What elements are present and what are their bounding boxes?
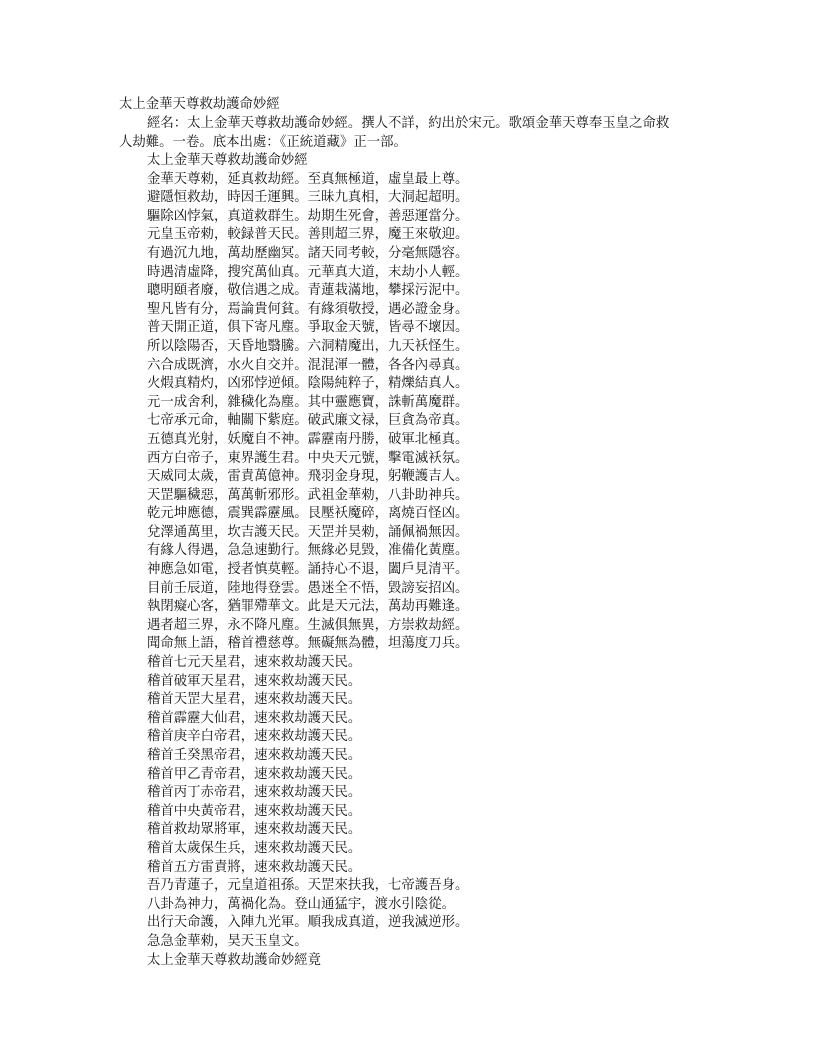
verse-line: 普天開正道，俱下寄凡塵。爭取金天號，皆尋不壞因。 bbox=[147, 320, 469, 336]
document-title: 太上金華天尊救劫護命妙經 bbox=[119, 97, 280, 112]
verse-line: 目前壬辰道，陸地得登雲。愚迷全不悟，毀謗妄招凶。 bbox=[147, 580, 469, 596]
verse-line: 神應急如電，授者慎莫輕。誦持心不退，闔戶見清平。 bbox=[147, 562, 469, 578]
verse-line: 避隱恒救劫，時因壬運興。三昧九真相，大洞起超明。 bbox=[147, 190, 469, 206]
verse-line: 急急金華勑，昊天玉皇文。 bbox=[147, 933, 308, 949]
intro-paragraph bbox=[119, 115, 719, 152]
scripture-closing: 太上金華天尊救劫護命妙經竟 bbox=[147, 952, 322, 968]
verse-line: 火煆真精灼，凶邪悖逆傾。陰陽純粹子，精爍結真人。 bbox=[147, 376, 469, 392]
verse-line: 乾元坤應德，震巽霹靂風。艮壓袄魔碎，离燒百怪凶。 bbox=[147, 506, 469, 522]
verse-line: 稽首太歲保生兵，速來救劫護天民。 bbox=[147, 840, 362, 856]
intro-line: 人劫難。一卷。底本出處：《正統道藏》正一部。 bbox=[119, 134, 407, 150]
verse-line: 五德真光射，妖魔自不神。霹靂南丹勝，破軍北極真。 bbox=[147, 431, 469, 447]
verse-line: 稽首救劫眾將軍，速來救劫護天民。 bbox=[147, 822, 362, 838]
verse-line: 稽首中央黃帝君，速來救劫護天民。 bbox=[147, 803, 362, 819]
scripture-body bbox=[147, 152, 707, 970]
verse-line: 七帝承元命，軸關下紫庭。破武廉文禄，巨貪為帝真。 bbox=[147, 413, 469, 429]
verse-line: 遇者超三界，永不降凡塵。生滅俱無異，方崇救劫經。 bbox=[147, 617, 469, 633]
verse-line: 元一成舍利，雜穢化為塵。其中靈應寶，誅斬萬魔群。 bbox=[147, 394, 469, 410]
verse-line: 聰明頤者廢，敬信遇之成。青蓮栽滿地，攀採污泥中。 bbox=[147, 283, 469, 299]
verse-line: 有過沉九地，萬劫歷幽冥。諸天同考較，分毫無隱容。 bbox=[147, 245, 469, 261]
verse-line: 聖凡皆有分，焉論貴何貧。有緣須敬授，遇必證金身。 bbox=[147, 301, 469, 317]
verse-line: 驅除凶悖氣，真道救群生。劫期生死會，善惡運當分。 bbox=[147, 208, 469, 224]
verse-line: 時遇清虛降，搜究萬仙真。元華真大道，末劫小人輕。 bbox=[147, 264, 469, 280]
verse-line: 天威同太歲，雷責萬億神。飛羽金身現，躬鞭護吉人。 bbox=[147, 469, 469, 485]
verse-line: 稽首七元天星君，速來救劫護天民。 bbox=[147, 655, 362, 671]
scripture-heading: 太上金華天尊救劫護命妙經 bbox=[147, 153, 308, 168]
verse-line: 兌澤通萬里，坎吉護天民。天罡并昊勑，誦佩禍無因。 bbox=[147, 524, 469, 540]
verse-line: 西方白帝子，東界護生君。中央天元號，擊電滅袄氛。 bbox=[147, 450, 469, 466]
verse-line: 稽首五方雷責將，速來救劫護天民。 bbox=[147, 859, 362, 875]
verse-line: 稽首甲乙青帝君，速來救劫護天民。 bbox=[147, 766, 362, 782]
intro-line: 經名：太上金華天尊救劫護命妙經。撰人不詳，約出於宋元。歌頌金華天尊奉玉皇之命救 bbox=[147, 116, 670, 131]
verse-line: 金華天尊勑，延真救劫經。至真無極道，虛皇最上尊。 bbox=[147, 171, 469, 187]
verse-line: 元皇玉帝勑，較録普天民。善則超三界，魔王來敬迎。 bbox=[147, 227, 469, 243]
verse-line: 稽首破軍天星君，速來救劫護天民。 bbox=[147, 673, 362, 689]
verse-line: 出行天命護，入陣九光軍。順我成真道，逆我滅逆形。 bbox=[147, 915, 469, 931]
verse-line: 聞命無上語，稽首禮慈尊。無礙無為體，坦蕩度刀兵。 bbox=[147, 636, 469, 652]
verse-line: 稽首天罡大星君，速來救劫護天民。 bbox=[147, 692, 362, 708]
verse-line: 稽首庚辛白帝君，速來救劫護天民。 bbox=[147, 729, 362, 745]
verse-line: 天罡驅穢惡，萬萬斬邪形。武祖金華勑，八卦助神兵。 bbox=[147, 487, 469, 503]
verse-line: 稽首丙丁赤帝君，速來救劫護天民。 bbox=[147, 785, 362, 801]
verse-line: 有緣人得遇，急急速勤行。無緣必見毀，准備化黃塵。 bbox=[147, 543, 469, 559]
verse-line: 執閉癡心客，猶罪殢華文。此是天元法，萬劫再難逢。 bbox=[147, 599, 469, 615]
verse-line: 吾乃青蓮子，元皇道祖孫。天罡來扶我，七帝護吾身。 bbox=[147, 878, 469, 894]
verse-line: 八卦為神力，萬禍化為。登山通猛宇，渡水引陰從。 bbox=[147, 896, 455, 912]
verse-line: 六合成既濟，水火自交并。混混渾一體，各各內尋真。 bbox=[147, 357, 469, 373]
verse-line: 稽首霹靂大仙君，速來救劫護天民。 bbox=[147, 710, 362, 726]
verse-line: 所以陰陽否，天昏地翳騰。六洞精魔出，九天袄怪生。 bbox=[147, 338, 469, 354]
verse-line: 稽首壬癸黑帝君，速來救劫護天民。 bbox=[147, 748, 362, 763]
